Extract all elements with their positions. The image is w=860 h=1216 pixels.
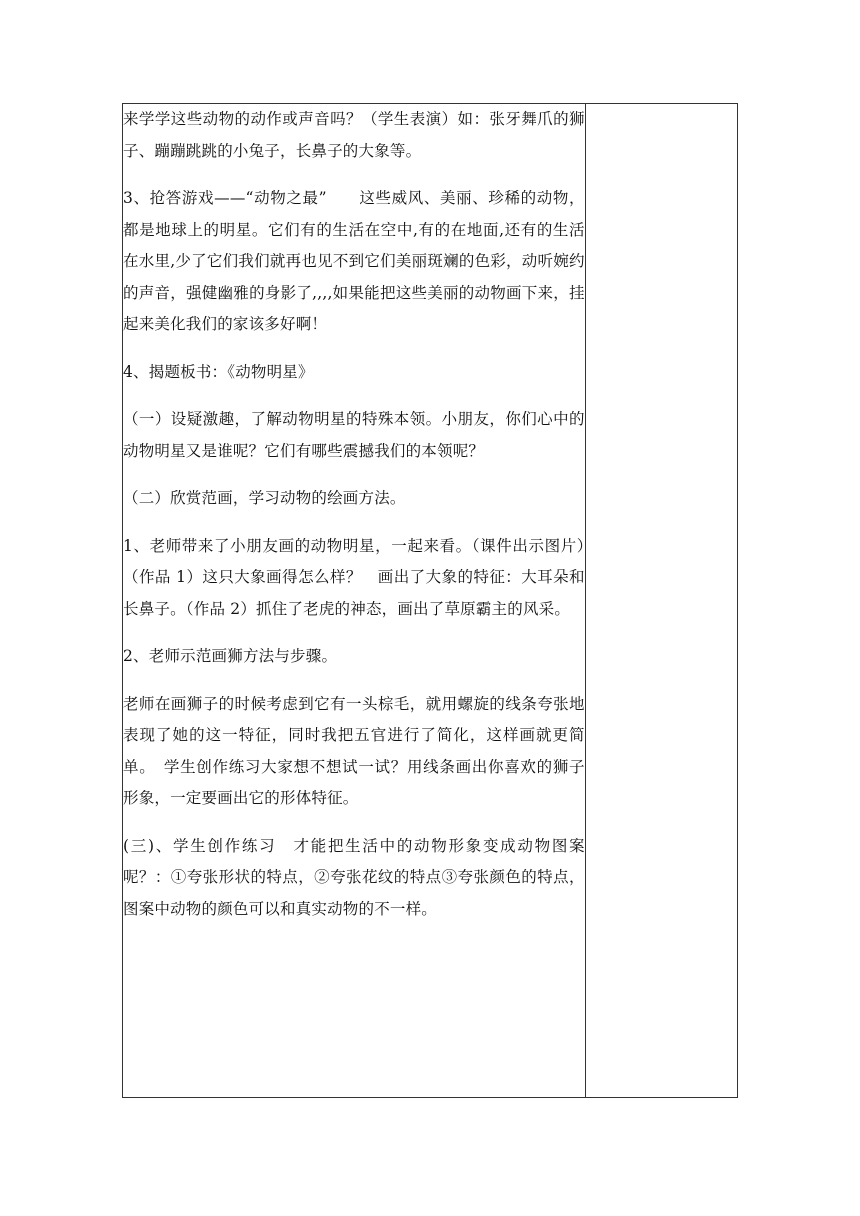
lesson-plan-table: [122, 103, 738, 1098]
notes-cell: [585, 104, 737, 1098]
paragraph-lion-demo: 老师在画狮子的时候考虑到它有一头棕毛，就用螺旋的线条夸张地表现了她的这一特征，同时我把五官进行了简化，这样画就更简单。 学生创作练习大家想不想试一试？用线条画出你喜欢的狮子形象，一定要画出它的形体特征。: [123, 694, 585, 807]
paragraph-quiz-game: 3、抢答游戏——“动物之最” 这些威风、美丽、珍稀的动物，都是地球上的明星。它们有的生活在空中,有的在地面,还有的生活在水里,少了它们我们就再也见不到它们美丽斑斓的色彩，动听婉约的声音，强健幽雅的身影了,,,,如果能把这些美丽的动物画下来，挂起来美化我们的家该多好啊！: [123, 189, 585, 333]
paragraph-intro-continued: 来学学这些动物的动作或声音吗？（学生表演）如：张牙舞爪的狮子、蹦蹦跳跳的小兔子，长鼻子的大象等。: [123, 110, 585, 160]
paragraph-section-two: （二）欣赏范画，学习动物的绘画方法。: [123, 489, 406, 507]
paragraph-section-one: （一）设疑激趣，了解动物明星的特殊本领。小朋友，你们心中的动物明星又是谁呢？它们有哪些震撼我们的本领呢？: [123, 410, 585, 460]
paragraph-sample-works: 1、老师带来了小朋友画的动物明星，一起来看。（课件出示图片） （作品 1）这只大象画得怎么样？ 画出了大象的特征：大耳朵和长鼻子。（作品 2）抓住了老虎的神态，画出了草原霸主的风采。: [123, 536, 601, 618]
paragraph-section-three: (三)、学生创作练习 才能把生活中的动物形象变成动物图案呢？：①夸张形状的特点，②夸张花纹的特点③夸张颜色的特点，图案中动物的颜色可以和真实动物的不一样。: [123, 836, 585, 918]
table-row: [123, 104, 738, 1098]
paragraph-reveal-title: 4、揭题板书：《动物明星》: [123, 362, 314, 381]
paragraph-demo-steps: 2、老师示范画狮方法与步骤。: [123, 647, 338, 665]
lesson-content-cell: [123, 104, 601, 1098]
